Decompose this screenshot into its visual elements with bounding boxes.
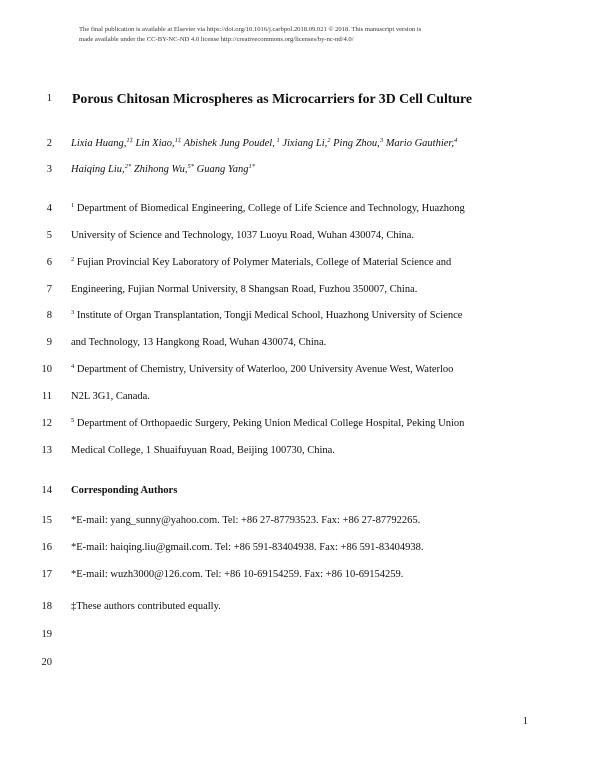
manuscript-line: [0, 483, 600, 499]
line-number: 20: [41, 657, 52, 668]
license-notice: [79, 25, 539, 45]
author-list: [71, 162, 255, 179]
line-number: 7: [46, 284, 52, 295]
contact-line: *E-mail: wuzh3000@126.com. Tel: +86 10-69154259. Fax: +86 10-69154259.: [71, 569, 404, 580]
affiliation-text: Department of Chemistry, University of Waterloo, 200 University Avenue West, Waterloo: [74, 364, 454, 375]
line-number: 6: [46, 257, 52, 268]
author-affiliation-mark: 2*: [124, 163, 132, 170]
manuscript-line: [0, 282, 600, 298]
manuscript-line: [0, 362, 600, 378]
manuscript-line: [0, 228, 600, 244]
contact-line: *E-mail: yang_sunny@yahoo.com. Tel: +86 27-87793523. Fax: +86 27-87792265.: [71, 515, 421, 526]
page-number: 1: [522, 716, 528, 727]
equal-contribution-note: ‡These authors contributed equally.: [71, 601, 221, 612]
line-number: 10: [41, 364, 52, 375]
affiliation-mark: 3: [71, 309, 75, 316]
affiliation-4-line-2: N2L 3G1, Canada.: [71, 391, 150, 402]
manuscript-line: [0, 91, 600, 107]
affiliation-text: Institute of Organ Transplantation, Tongji Medical School, Huazhong University of Science: [74, 310, 463, 321]
affiliation-3-line-2: and Technology, 13 Hangkong Road, Wuhan 430074, China.: [71, 337, 327, 348]
author-list: [71, 136, 457, 153]
manuscript-line: [0, 540, 600, 556]
manuscript-line: [0, 513, 600, 529]
affiliation-text: Department of Orthopaedic Surgery, Peking Union Medical College Hospital, Peking Union: [74, 418, 465, 429]
author-affiliation-mark: 1: [274, 137, 280, 144]
line-number: 13: [41, 445, 52, 456]
affiliation-text: Department of Biomedical Engineering, College of Life Science and Technology, Huazhong: [74, 203, 465, 214]
line-number: 17: [41, 569, 52, 580]
affiliation-5-line-2: Medical College, 1 Shuaifuyuan Road, Beijing 100730, China.: [71, 445, 335, 456]
line-number: 3: [46, 164, 52, 175]
license-notice-line-1: The final publication is available at Elsevier via https://doi.org/10.1016/j.carbpol.2018.09.021 © 2018. This manuscript version is: [79, 26, 422, 33]
line-number: 4: [46, 203, 52, 214]
author-name: Abishek Jung Poudel,: [181, 138, 275, 149]
manuscript-line: [0, 255, 600, 271]
line-number: 16: [41, 542, 52, 553]
author-affiliation-mark: 4: [453, 137, 458, 144]
line-number: 14: [41, 485, 52, 496]
author-affiliation-mark: 3: [379, 137, 384, 144]
manuscript-line: [0, 627, 600, 643]
manuscript-line: [0, 162, 600, 178]
affiliation-5-line-1: [71, 416, 464, 433]
affiliation-text: Fujian Provincial Key Laboratory of Polymer Materials, College of Material Science and: [74, 257, 452, 268]
affiliation-1-line-2: University of Science and Technology, 1037 Luoyu Road, Wuhan 430074, China.: [71, 230, 415, 241]
affiliation-mark: 1: [71, 202, 75, 209]
author-affiliation-mark: 2: [327, 137, 331, 144]
manuscript-line: [0, 136, 600, 152]
affiliation-mark: 2: [71, 256, 75, 263]
author-affiliation-mark: 1‡: [174, 137, 182, 144]
line-number: 2: [46, 138, 52, 149]
affiliation-2-line-2: Engineering, Fujian Normal University, 8 Shangsan Road, Fuzhou 350007, China.: [71, 284, 418, 295]
manuscript-line: [0, 308, 600, 324]
author-name: Lixia Huang,: [71, 138, 127, 149]
manuscript-line: [0, 599, 600, 615]
line-number: 8: [46, 310, 52, 321]
license-notice-line-2: made available under the CC-BY-NC-ND 4.0 license http://creativecommons.org/licenses/by-nc-nd/4.0/: [79, 36, 354, 43]
author-name: Jixiang Li,: [279, 138, 328, 149]
affiliation-mark: 4: [71, 363, 75, 370]
author-affiliation-mark: 5*: [187, 163, 194, 170]
manuscript-line: [0, 443, 600, 459]
line-number: 11: [41, 391, 52, 402]
line-number: 15: [41, 515, 52, 526]
manuscript-line: [0, 567, 600, 583]
author-name: Mario Gauthier,: [383, 138, 454, 149]
manuscript-line: [0, 416, 600, 432]
author-affiliation-mark: 1*: [248, 163, 255, 170]
manuscript-line: [0, 335, 600, 351]
line-number: 1: [46, 93, 52, 104]
affiliation-mark: 5: [71, 417, 75, 424]
line-number: 19: [41, 629, 52, 640]
affiliation-3-line-1: [71, 308, 462, 325]
manuscript-line: [0, 389, 600, 405]
line-number: 5: [46, 230, 52, 241]
corresponding-heading: Corresponding Authors: [71, 485, 178, 496]
line-number: 12: [41, 418, 52, 429]
author-name: Haiqing Liu,: [71, 164, 125, 175]
manuscript-line: [0, 655, 600, 671]
paper-title: Porous Chitosan Microspheres as Microcarriers for 3D Cell Culture: [72, 91, 473, 106]
author-affiliation-mark: 1‡: [126, 137, 133, 144]
contact-line: *E-mail: haiqing.liu@gmail.com. Tel: +86 591-83404938. Fax: +86 591-83404938.: [71, 542, 424, 553]
author-name: Lin Xiao,: [132, 138, 175, 149]
author-name: Zhihong Wu,: [131, 164, 188, 175]
affiliation-2-line-1: [71, 255, 451, 272]
author-name: Guang Yang: [194, 164, 249, 175]
affiliation-1-line-1: [71, 201, 465, 218]
line-number: 18: [41, 601, 52, 612]
affiliation-4-line-1: [71, 362, 453, 379]
manuscript-line: [0, 201, 600, 217]
line-number: 9: [46, 337, 52, 348]
author-name: Ping Zhou,: [330, 138, 380, 149]
